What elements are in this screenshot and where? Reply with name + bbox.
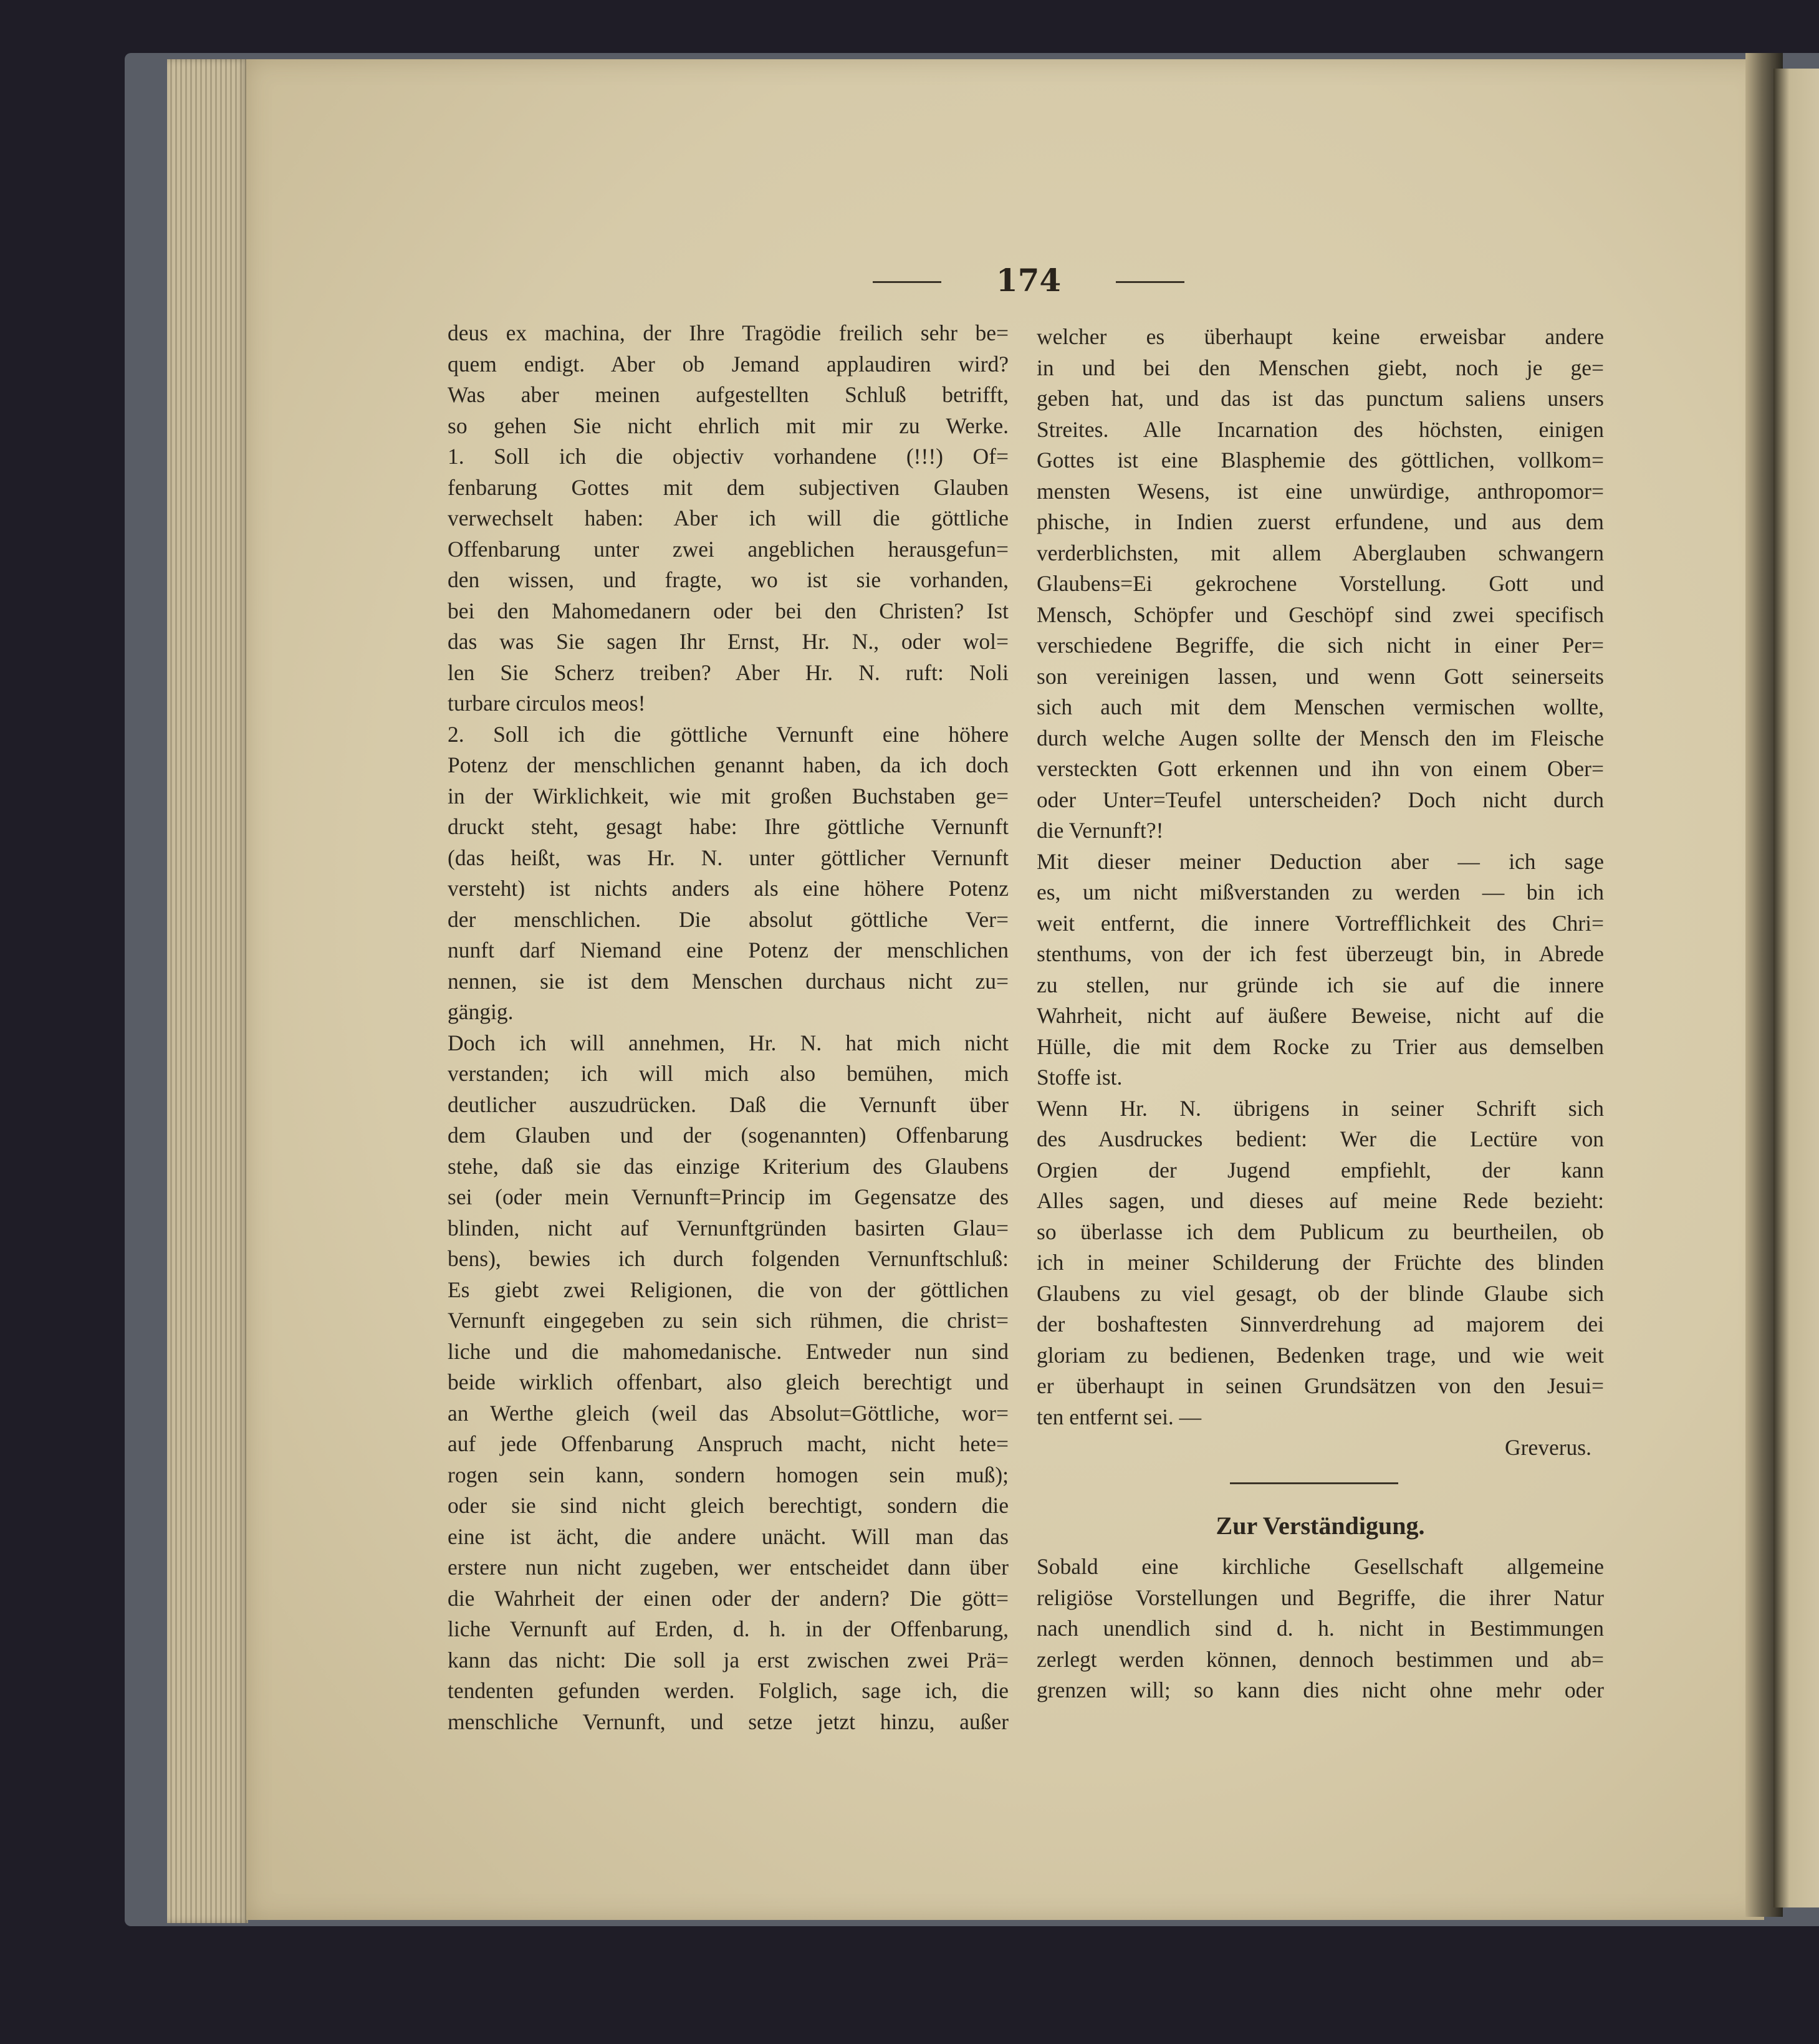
text-line: Gottes ist eine Blasphemie des göttlichen, vollkom= (1037, 448, 1604, 473)
text-line: verderblichsten, mit allem Aberglauben schwangern (1037, 540, 1604, 565)
text-line: des Ausdruckes bedient: Wer die Lectüre von (1037, 1126, 1604, 1151)
text-line: Hülle, die mit dem Rocke zu Trier aus demselben (1037, 1034, 1604, 1059)
text-line: es, um nicht mißverstanden zu werden — bin ich (1037, 880, 1604, 904)
text-line: Doch ich will annehmen, Hr. N. hat mich nicht (448, 1030, 1009, 1055)
text-line: Alles sagen, und dieses auf meine Rede bezieht: (1037, 1188, 1604, 1213)
text-line: liche und die mahomedanische. Entweder nun sind (448, 1338, 1009, 1364)
text-line: bens), bewies ich durch folgenden Vernunftschluß: (448, 1246, 1009, 1271)
text-line: oder Unter=Teufel unterscheiden? Doch nicht durch (1037, 787, 1604, 812)
text-line: ten entfernt sei. — (1037, 1404, 1202, 1429)
text-line: liche Vernunft auf Erden, d. h. in der Offenbarung, (448, 1616, 1009, 1641)
text-line: Streites. Alle Incarnation des höchsten, einigen (1037, 416, 1604, 442)
text-line: 1. Soll ich die objectiv vorhandene (!!!) Of= (448, 444, 1009, 469)
text-line: menschliche Vernunft, und setze jetzt hinzu, außer (448, 1709, 1009, 1734)
text-line: Sobald eine kirchliche Gesellschaft allgemeine (1037, 1554, 1604, 1579)
header-rule-right (1116, 281, 1184, 283)
text-line: Offenbarung unter zwei angeblichen herausgefun= (448, 536, 1009, 562)
text-line: in der Wirklichkeit, wie mit großen Buchstaben ge= (448, 783, 1009, 808)
text-line: gängig. (448, 999, 514, 1024)
text-line: stehe, daß sie das einzige Kriterium des Glaubens (448, 1153, 1009, 1179)
text-line: sei (oder mein Vernunft=Princip im Gegensatze des (448, 1184, 1009, 1209)
text-line: mensten Wesens, ist eine unwürdige, anthropomor= (1037, 478, 1604, 504)
text-line: eine ist ächt, die andere unächt. Will man das (448, 1523, 1009, 1549)
text-line: druckt steht, gesagt habe: Ihre göttliche Vernunft (448, 814, 1009, 839)
text-line: stenthums, von der ich fest überzeugt bin, in Abrede (1037, 941, 1604, 966)
right-column (1037, 322, 1604, 1706)
text-line: quem endigt. Aber ob Jemand applaudiren wird? (448, 351, 1009, 377)
text-line: fenbarung Gottes mit dem subjectiven Glauben (448, 474, 1009, 500)
page-number: 174 (996, 262, 1062, 299)
text-line: son vereinigen lassen, und wenn Gott seinerseits (1037, 663, 1604, 689)
text-line: len Sie Scherz treiben? Aber Hr. N. ruft: Noli (448, 660, 1009, 685)
text-line: blinden, nicht auf Vernunftgründen basirten Glau= (448, 1215, 1009, 1240)
left-column (448, 318, 1009, 1737)
signature: Greverus. (1505, 1435, 1591, 1460)
text-line: turbare circulos meos! (448, 691, 646, 716)
text-line: dem Glauben und der (sogenannten) Offenbarung (448, 1123, 1009, 1148)
text-line: der boshaftesten Sinnverdrehung ad majorem dei (1037, 1312, 1604, 1336)
text-line: zu stellen, nur gründe ich sie auf die innere (1037, 972, 1604, 997)
text-line: Potenz der menschlichen genannt haben, da ich doch (448, 752, 1009, 777)
text-line: der menschlichen. Die absolut göttliche Ver= (448, 906, 1009, 932)
text-line: nach unendlich sind d. h. nicht in Bestimmungen (1037, 1616, 1604, 1641)
text-line: deutlicher auszudrücken. Daß die Vernunft über (448, 1092, 1009, 1117)
text-line: Stoffe ist. (1037, 1065, 1123, 1090)
text-line: bei den Mahomedanern oder bei den Christen? Ist (448, 598, 1009, 623)
text-line: die Vernunft?! (1037, 818, 1164, 843)
section-divider (1037, 1464, 1604, 1495)
text-line: ich in meiner Schilderung der Früchte des blinden (1037, 1250, 1604, 1275)
text-line: zerlegt werden können, dennoch bestimmen und ab= (1037, 1646, 1604, 1672)
text-line: phische, in Indien zuerst erfundene, und aus dem (1037, 509, 1604, 534)
page-edges (167, 59, 248, 1923)
section-title: Zur Verständigung. (1216, 1512, 1425, 1540)
text-line: Mensch, Schöpfer und Geschöpf sind zwei specifisch (1037, 602, 1604, 627)
text-line: beide wirklich offenbart, also gleich berechtigt und (448, 1370, 1009, 1394)
text-line: sich auch mit dem Menschen vermischen wollte, (1037, 694, 1604, 719)
text-line: nennen, sie ist dem Menschen durchaus nicht zu= (448, 968, 1009, 994)
text-line: geben hat, und das ist das punctum saliens unsers (1037, 386, 1604, 411)
text-line: auf jede Offenbarung Anspruch macht, nicht hete= (448, 1431, 1009, 1456)
text-line: an Werthe gleich (weil das Absolut=Göttliche, wor= (448, 1400, 1009, 1426)
text-line: Glaubens=Ei gekrochene Vorstellung. Gott und (1037, 571, 1604, 596)
text-line: Es giebt zwei Religionen, die von der göttlichen (448, 1277, 1009, 1302)
text-line: verwechselt haben: Aber ich will die göttliche (448, 506, 1009, 530)
text-line: die Wahrheit der einen oder der andern? Die gött= (448, 1585, 1009, 1611)
text-line: versteckten Gott erkennen und ihn von einem Ober= (1037, 756, 1604, 781)
text-line: verschiedene Begriffe, die sich nicht in einer Per= (1037, 633, 1604, 658)
text-line: er überhaupt in seinen Grundsätzen von den Jesui= (1037, 1373, 1604, 1398)
text-line: welcher es überhaupt keine erweisbar andere (1037, 324, 1604, 349)
text-line: in und bei den Menschen giebt, noch je ge= (1037, 355, 1604, 380)
text-line: Mit dieser meiner Deduction aber — ich sage (1037, 848, 1604, 874)
page-header (873, 259, 1184, 302)
text-line: rogen sein kann, sondern homogen sein muß); (448, 1462, 1009, 1487)
header-rule-left (873, 281, 941, 283)
text-line: Wahrheit, nicht auf äußere Beweise, nicht auf die (1037, 1003, 1604, 1028)
text-line: erstere nun nicht zugeben, wer entscheidet dann über (448, 1555, 1009, 1580)
text-line: Wenn Hr. N. übrigens in seiner Schrift sich (1037, 1095, 1604, 1121)
text-line: Vernunft eingegeben zu sein sich rühmen, die christ= (448, 1308, 1009, 1333)
text-line: Orgien der Jugend empfiehlt, der kann (1037, 1157, 1604, 1183)
facing-page (1773, 69, 1819, 1907)
text-line: Glaubens zu viel gesagt, ob der blinde Glaube sich (1037, 1280, 1604, 1306)
text-line: verstanden; ich will mich also bemühen, mich (448, 1061, 1009, 1086)
text-line: so gehen Sie nicht ehrlich mit mir zu Werke. (448, 413, 1009, 438)
text-line: das was Sie sagen Ihr Ernst, Hr. N., oder wol= (448, 629, 1009, 654)
text-line: (das heißt, was Hr. N. unter göttlicher Vernunft (448, 845, 1009, 870)
text-line: nunft darf Niemand eine Potenz der menschlichen (448, 938, 1009, 962)
text-line: gloriam zu bedienen, Bedenken trage, und wie weit (1037, 1342, 1604, 1368)
text-line: weit entfernt, die innere Vortrefflichkeit des Chri= (1037, 910, 1604, 936)
text-line: tendenten gefunden werden. Folglich, sage ich, die (448, 1678, 1009, 1703)
text-line: den wissen, und fragte, wo ist sie vorhanden, (448, 567, 1009, 592)
text-line: deus ex machina, der Ihre Tragödie freilich sehr be= (448, 320, 1009, 345)
text-line: durch welche Augen sollte der Mensch den im Fleische (1037, 725, 1604, 751)
text-line: oder sie sind nicht gleich berechtigt, sondern die (448, 1493, 1009, 1518)
text-line: so überlasse ich dem Publicum zu beurtheilen, ob (1037, 1219, 1604, 1244)
text-line: kann das nicht: Die soll ja erst zwischen zwei Prä= (448, 1647, 1009, 1672)
text-line: Was aber meinen aufgestellten Schluß betrifft, (448, 382, 1009, 407)
text-line: grenzen will; so kann dies nicht ohne mehr oder (1037, 1677, 1604, 1702)
text-line: versteht) ist nichts anders als eine höhere Potenz (448, 876, 1009, 901)
text-line: 2. Soll ich die göttliche Vernunft eine höhere (448, 721, 1009, 747)
text-line: religiöse Vorstellungen und Begriffe, die ihrer Natur (1037, 1585, 1604, 1610)
